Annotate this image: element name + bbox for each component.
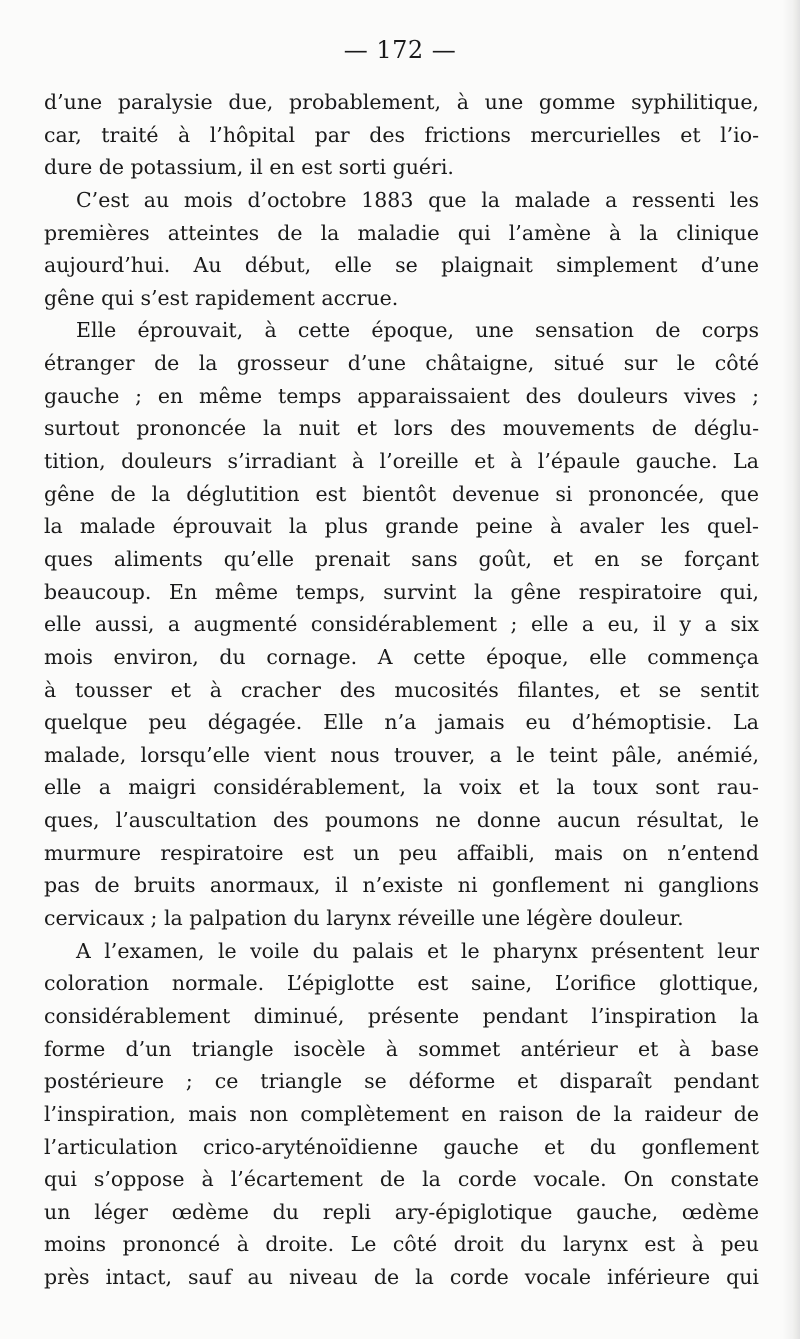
- text-line: la malade éprouvait la plus grande peine à avaler les quel-: [44, 514, 759, 539]
- text-line: surtout prononcée la nuit et lors des mouvements de déglu-: [44, 416, 759, 441]
- text-line: d’une paralysie due, probablement, à une gomme syphilitique,: [44, 90, 759, 114]
- text-line: l’inspiration, mais non complètement en raison de la raideur de: [44, 1101, 759, 1126]
- text-line: gauche ; en même temps apparaissaient des douleurs vives ;: [44, 383, 759, 408]
- text-line: cervicaux ; la palpation du larynx réveille une légère douleur.: [44, 906, 684, 931]
- body-text: [44, 86, 759, 1294]
- text-line: premières atteintes de la maladie qui l’amène à la clinique: [44, 220, 759, 245]
- text-line: un léger œdème du repli ary-épiglotique gauche, œdème: [44, 1199, 759, 1224]
- text-line: murmure respiratoire est un peu affaibli, mais on n’entend: [44, 840, 759, 865]
- text-line: C’est au mois d’octobre 1883 que la malade a ressenti les: [76, 187, 759, 212]
- text-line: pas de bruits anormaux, il n’existe ni gonflement ni ganglions: [44, 873, 759, 898]
- text-line: mois environ, du cornage. A cette époque, elle commença: [44, 644, 759, 669]
- text-line: à tousser et à cracher des mucosités filantes, et se sentit: [44, 677, 759, 702]
- text-line: étranger de la grosseur d’une châtaigne, situé sur le côté: [44, 351, 759, 376]
- text-line: gêne de la déglutition est bientôt devenue si prononcée, que: [44, 481, 759, 506]
- text-line: postérieure ; ce triangle se déforme et disparaît pendant: [44, 1069, 759, 1094]
- text-line: qui s’oppose à l’écartement de la corde vocale. On constate: [44, 1167, 759, 1192]
- text-line: beaucoup. En même temps, survint la gêne respiratoire qui,: [44, 579, 759, 604]
- text-line: ques aliments qu’elle prenait sans goût, et en se forçant: [44, 546, 759, 571]
- text-line: près intact, sauf au niveau de la corde vocale inférieure qui: [44, 1265, 759, 1290]
- text-line: A l’examen, le voile du palais et le pharynx présentent leur: [76, 938, 759, 963]
- text-line: moins prononcé à droite. Le côté droit du larynx est à peu: [44, 1232, 759, 1257]
- text-line: coloration normale. L’épiglotte est saine, L’orifice glottique,: [44, 971, 759, 996]
- text-line: Elle éprouvait, à cette époque, une sensation de corps: [76, 318, 759, 343]
- text-line: considérablement diminué, présente pendant l’inspiration la: [44, 1003, 759, 1028]
- text-line: elle a maigri considérablement, la voix et la toux sont rau-: [44, 775, 759, 800]
- text-line: l’articulation crico-aryténoïdienne gauche et du gonflement: [44, 1134, 759, 1159]
- text-line: quelque peu dégagée. Elle n’a jamais eu d’hémoptisie. La: [44, 710, 759, 735]
- text-line: tition, douleurs s’irradiant à l’oreille et à l’épaule gauche. La: [44, 449, 759, 474]
- page-edge-shadow: [782, 0, 800, 1339]
- text-line: car, traité à l’hôpital par des frictions mercurielles et l’io-: [44, 122, 759, 147]
- text-line: aujourd’hui. Au début, elle se plaignait simplement d’une: [44, 253, 759, 278]
- page-number: — 172 —: [343, 36, 457, 64]
- text-line: forme d’un triangle isocèle à sommet antérieur et à base: [44, 1036, 759, 1061]
- text-line: gêne qui s’est rapidement accrue.: [44, 285, 399, 310]
- text-line: malade, lorsqu’elle vient nous trouver, a le teint pâle, anémié,: [44, 742, 759, 767]
- text-line: ques, l’auscultation des poumons ne donne aucun résultat, le: [44, 808, 759, 833]
- text-line: elle aussi, a augmenté considérablement ; elle a eu, il y a six: [44, 612, 759, 637]
- text-line: dure de potassium, il en est sorti guéri.: [44, 155, 454, 180]
